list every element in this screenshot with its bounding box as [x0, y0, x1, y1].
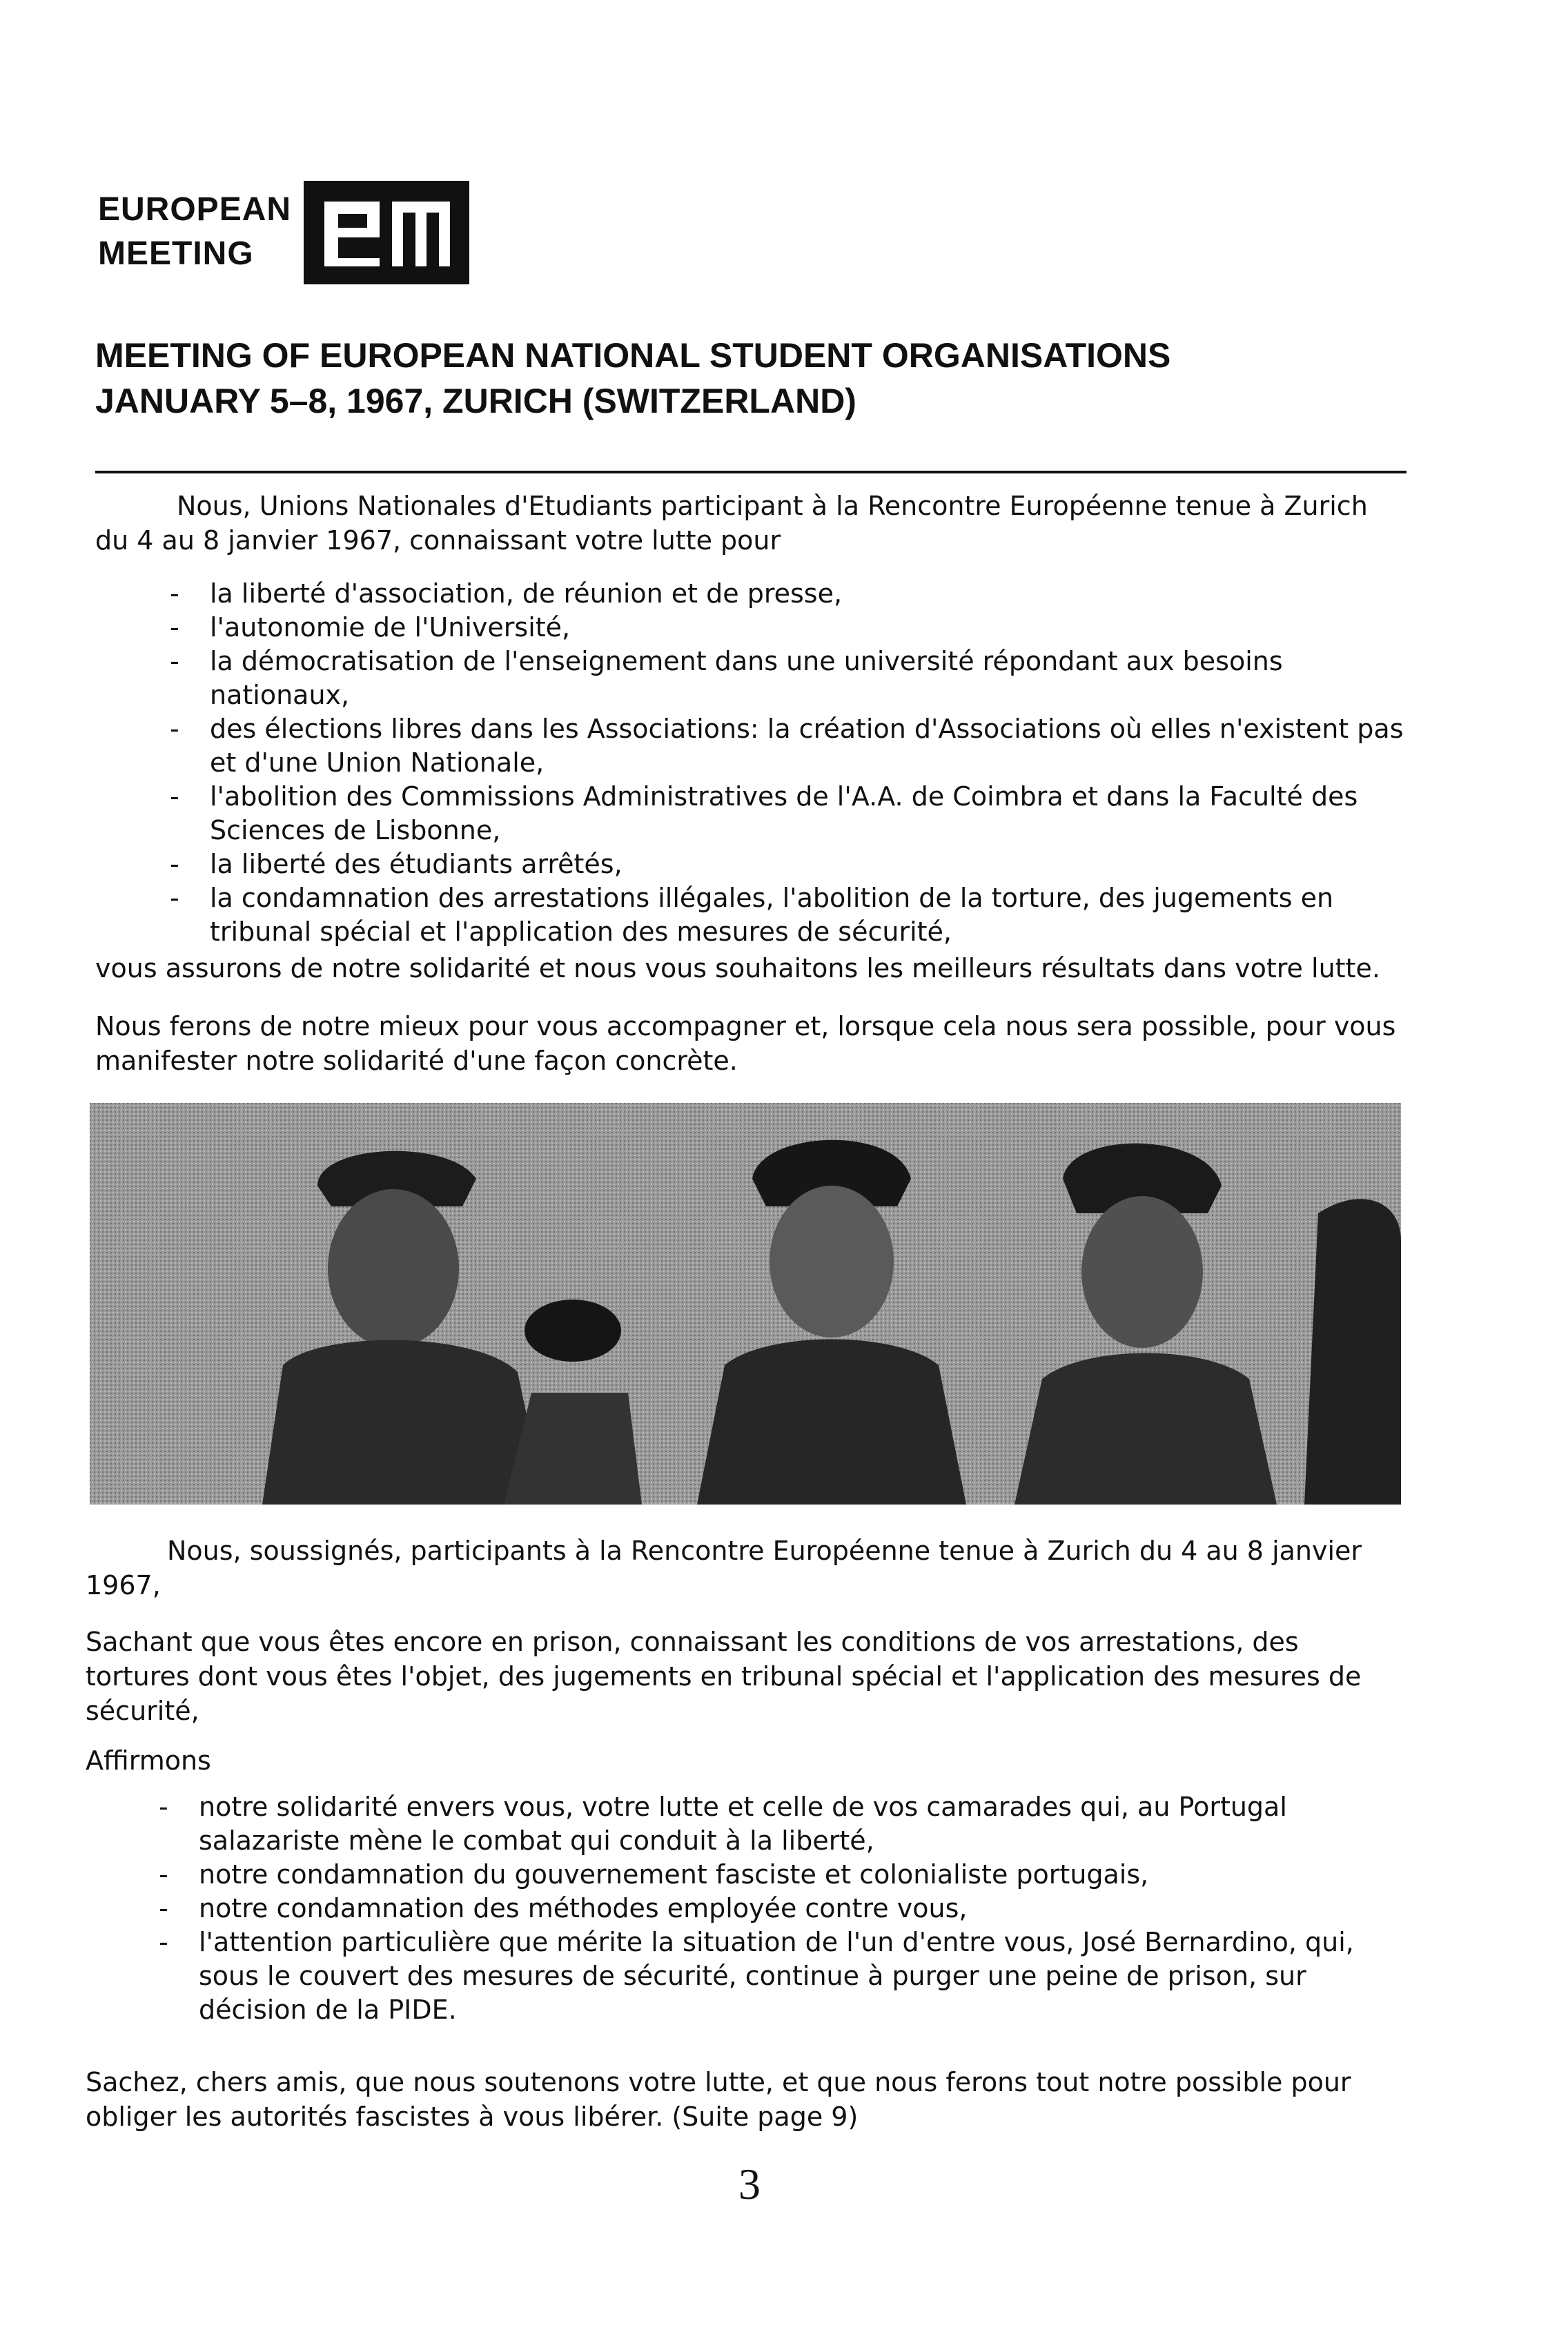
- dash-bullet: -: [170, 849, 179, 879]
- list-item: - la démocratisation de l'enseignement dans une université répondant aux besoins nationaux,: [170, 646, 1283, 710]
- list-item: - l'attention particulière que mérite la situation de l'un d'entre vous, José Bernardino, qui, sous le couvert des mesures de sécurité, continue à purger une peine de prison, sur décision de la PIDE.: [159, 1927, 1354, 2025]
- signatories-line-2: 1967,: [86, 1570, 161, 1600]
- list-item: - la liberté des étudiants arrêtés,: [170, 848, 1405, 881]
- intro-paragraph: [95, 489, 1400, 558]
- title-line-2: JANUARY 5–8, 1967, ZURICH (SWITZERLAND): [95, 382, 856, 420]
- logo-wordmark: [98, 188, 291, 276]
- list-item: - des élections libres dans les Associations: la création d'Associations où elles n'existent pas et d'une Union Nationale,: [170, 714, 1404, 778]
- intro-line-2: du 4 au 8 janvier 1967, connaissant votre lutte pour: [95, 525, 781, 556]
- dash-bullet: -: [170, 646, 179, 676]
- em-monogram-icon: [304, 181, 469, 284]
- divider: [95, 471, 1407, 473]
- document-title: [95, 333, 1170, 424]
- signatories-line-1: Nous, soussignés, participants à la Rencontre Européenne tenue à Zurich du 4 au 8 janvier: [167, 1536, 1362, 1566]
- dash-bullet: -: [170, 612, 179, 643]
- dash-bullet: -: [170, 781, 179, 812]
- dash-bullet: -: [159, 1893, 168, 1923]
- intro-line-1: Nous, Unions Nationales d'Etudiants participant à la Rencontre Européenne tenue à Zurich: [177, 491, 1368, 521]
- signatories-paragraph: [86, 1534, 1404, 1603]
- dash-bullet: -: [159, 1792, 168, 1822]
- list-item: - l'autonomie de l'Université,: [170, 611, 1405, 645]
- support-paragraph: Nous ferons de notre mieux pour vous accompagner et, lorsque cela nous sera possible, pour vous manifester notre solidarité d'une façon concrète.: [95, 1011, 1396, 1076]
- knowing-paragraph: Sachant que vous êtes encore en prison, connaissant les conditions de vos arrestations, des tortures dont vous êtes l'objet, des jugements en tribunal spécial et l'application des mesures de sécurité,: [86, 1627, 1362, 1726]
- dash-bullet: -: [159, 1859, 168, 1890]
- page-number: 3: [738, 2159, 761, 2208]
- affirm-heading: Affirmons: [86, 1745, 211, 1776]
- affirmations-list: [159, 1790, 1405, 2027]
- list-item: - la liberté d'association, de réunion et de presse,: [170, 577, 1405, 611]
- dash-bullet: -: [170, 578, 179, 609]
- dash-bullet: -: [159, 1927, 168, 1957]
- demands-list: [170, 577, 1405, 949]
- list-item: - la condamnation des arrestations illégales, l'abolition de la torture, des jugements en tribunal spécial et l'application des mesures de sécurité,: [170, 883, 1334, 947]
- list-item: - notre solidarité envers vous, votre lutte et celle de vos camarades qui, au Portugal salazariste mène le combat qui conduit à la liberté,: [159, 1792, 1287, 1856]
- military-officers-photo: [90, 1103, 1401, 1505]
- logo-line-2: MEETING: [98, 235, 254, 272]
- solidarity-paragraph: vous assurons de notre solidarité et nous vous souhaitons les meilleurs résultats dans votre lutte.: [95, 953, 1380, 983]
- list-item: - notre condamnation du gouvernement fasciste et colonialiste portugais,: [159, 1858, 1405, 1892]
- list-item: - l'abolition des Commissions Administratives de l'A.A. de Coimbra et dans la Faculté des Sciences de Lisbonne,: [170, 781, 1358, 845]
- dash-bullet: -: [170, 883, 179, 913]
- title-line-1: MEETING OF EUROPEAN NATIONAL STUDENT ORGANISATIONS: [95, 336, 1171, 375]
- final-paragraph: Sachez, chers amis, que nous soutenons votre lutte, et que nous ferons tout notre possible pour obliger les autorités fascistes à vous libérer. (Suite page 9): [86, 2067, 1351, 2132]
- list-item: - notre condamnation des méthodes employée contre vous,: [159, 1892, 1405, 1926]
- logo-line-1: EUROPEAN: [98, 191, 292, 228]
- dash-bullet: -: [170, 714, 179, 744]
